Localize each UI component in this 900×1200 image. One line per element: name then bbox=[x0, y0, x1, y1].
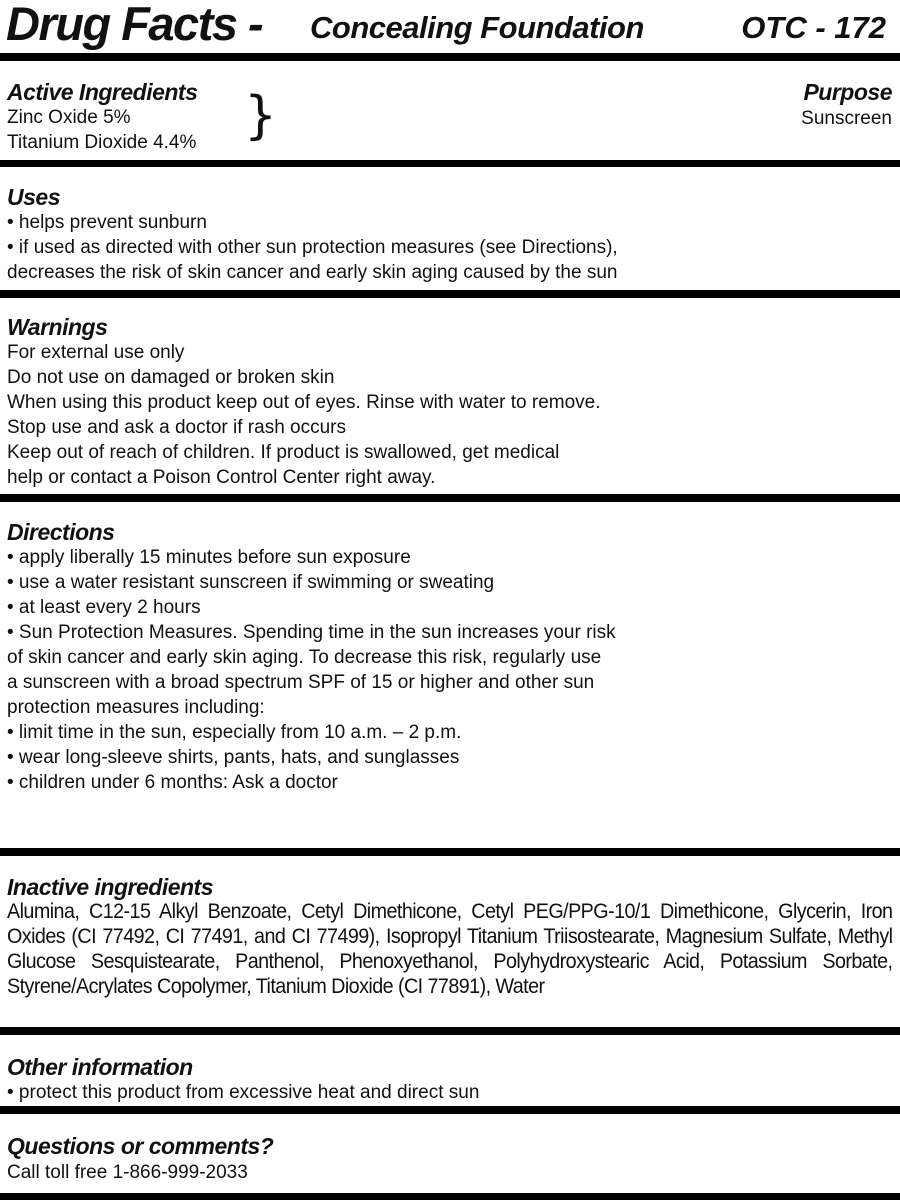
directions-line: of skin cancer and early skin aging. To decrease this risk, regularly use bbox=[7, 647, 602, 668]
questions-heading: Questions or comments? bbox=[7, 1133, 274, 1159]
section-divider bbox=[0, 290, 900, 298]
directions-line: • limit time in the sun, especially from 10 a.m. – 2 p.m. bbox=[7, 722, 462, 743]
inactive-ingredients-heading: Inactive ingredients bbox=[7, 874, 214, 900]
uses-line: • if used as directed with other sun protection measures (see Directions), bbox=[7, 237, 618, 258]
section-divider bbox=[0, 848, 900, 856]
other-information-heading: Other information bbox=[7, 1054, 193, 1080]
product-name: Concealing Foundation bbox=[310, 10, 644, 45]
directions-line: • at least every 2 hours bbox=[7, 597, 201, 618]
warnings-line: Stop use and ask a doctor if rash occurs bbox=[7, 417, 347, 438]
directions-heading: Directions bbox=[7, 519, 115, 545]
uses-line: decreases the risk of skin cancer and early skin aging caused by the sun bbox=[7, 262, 618, 283]
header-rule bbox=[0, 53, 900, 61]
footer-rule bbox=[0, 1193, 900, 1200]
active-ingredient-item: Titanium Dioxide 4.4% bbox=[7, 132, 197, 153]
active-ingredient-item: Zinc Oxide 5% bbox=[7, 107, 131, 128]
warnings-heading: Warnings bbox=[7, 314, 108, 340]
warnings-line: help or contact a Poison Control Center right away. bbox=[7, 467, 436, 488]
section-divider bbox=[0, 1106, 900, 1114]
directions-line: • use a water resistant sunscreen if swimming or sweating bbox=[7, 572, 495, 593]
drug-facts-title: Drug Facts - bbox=[6, 0, 263, 50]
drug-facts-header bbox=[0, 0, 900, 52]
active-ingredients-heading: Active Ingredients bbox=[7, 79, 198, 105]
directions-line: protection measures including: bbox=[7, 697, 265, 718]
otc-code: OTC - 172 bbox=[741, 10, 886, 45]
section-divider bbox=[0, 1027, 900, 1035]
directions-line: • apply liberally 15 minutes before sun exposure bbox=[7, 547, 411, 568]
directions-line: • Sun Protection Measures. Spending time in the sun increases your risk bbox=[7, 622, 616, 643]
brace-icon: } bbox=[244, 86, 278, 146]
warnings-line: Do not use on damaged or broken skin bbox=[7, 367, 335, 388]
directions-line: • children under 6 months: Ask a doctor bbox=[7, 772, 338, 793]
warnings-line: For external use only bbox=[7, 342, 185, 363]
other-information-line: • protect this product from excessive heat and direct sun bbox=[7, 1082, 480, 1103]
uses-heading: Uses bbox=[7, 184, 60, 210]
directions-line: • wear long-sleeve shirts, pants, hats, and sunglasses bbox=[7, 747, 460, 768]
inactive-ingredients-text: Alumina, C12-15 Alkyl Benzoate, Cetyl Dimethicone, Cetyl PEG/PPG-10/1 Dimethicone, Glycerin, Iron Oxides (CI 77492, CI 77491, and CI 77499), Isopropyl Titanium Triisostearate, Magnesium Sulfate, Methyl Glucose Sesquistearate, Panthenol, Phenoxyethanol, Polyhydroxystearic Acid, Potassium Sorbate, Styrene/Acrylates Copolymer, Titanium Dioxide (CI 77891), Water bbox=[7, 900, 893, 998]
purpose-value: Sunscreen bbox=[801, 108, 892, 129]
warnings-line: When using this product keep out of eyes. Rinse with water to remove. bbox=[7, 392, 601, 413]
directions-line: a sunscreen with a broad spectrum SPF of 15 or higher and other sun bbox=[7, 672, 595, 693]
toll-free-line: Call toll free 1-866-999-2033 bbox=[7, 1162, 248, 1183]
section-divider bbox=[0, 494, 900, 502]
uses-line: • helps prevent sunburn bbox=[7, 212, 207, 233]
purpose-heading: Purpose bbox=[803, 79, 892, 105]
warnings-line: Keep out of reach of children. If product is swallowed, get medical bbox=[7, 442, 560, 463]
section-divider bbox=[0, 160, 900, 167]
